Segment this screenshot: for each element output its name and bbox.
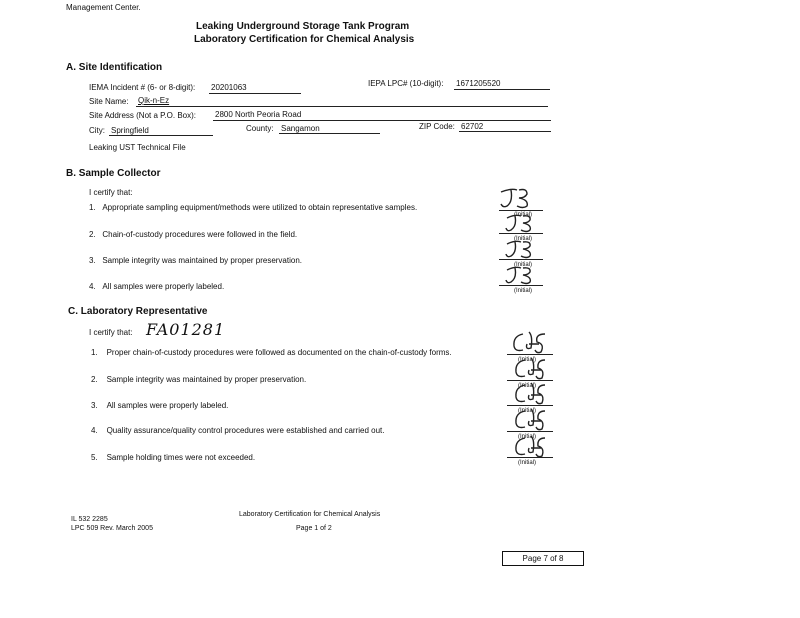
b-item-4: 4. All samples were properly labeled.	[89, 282, 225, 291]
incident-label: IEMA Incident # (6- or 8-digit):	[89, 83, 196, 92]
initial-label: (Initial)	[518, 434, 537, 440]
city-value: Springfield	[111, 126, 149, 135]
initial-label: (Initial)	[518, 460, 537, 466]
section-c-certify: I certify that:	[89, 328, 133, 337]
header-fragment: Management Center.	[66, 3, 141, 12]
zip-label: ZIP Code:	[419, 122, 455, 131]
section-c-heading: C. Laboratory Representative	[68, 306, 208, 317]
initial-signature-b2	[503, 212, 539, 234]
initial-signature-c1	[509, 330, 547, 356]
initial-signature-c2	[511, 356, 547, 382]
incident-value: 20201063	[211, 83, 247, 92]
address-label: Site Address (Not a P.O. Box):	[89, 111, 197, 120]
footer-center-2: Page 1 of 2	[296, 525, 332, 532]
site-name-label: Site Name:	[89, 97, 129, 106]
b-item-2: 2. Chain-of-custody procedures were followed in the field.	[89, 230, 298, 239]
initial-signature-b4	[503, 264, 539, 286]
address-value: 2800 North Peoria Road	[215, 110, 302, 119]
initial-signature-c3	[511, 381, 547, 407]
zip-value: 62702	[461, 122, 484, 131]
c-item-5: 5. Sample holding times were not exceeded.	[91, 453, 256, 462]
city-label: City:	[89, 126, 105, 135]
initial-label: (Initial)	[514, 236, 533, 242]
initial-label: (Initial)	[514, 288, 533, 294]
county-label: County:	[246, 124, 274, 133]
initial-label: (Initial)	[518, 383, 537, 389]
initial-label: (Initial)	[518, 357, 537, 363]
footer-center-1: Laboratory Certification for Chemical Analysis	[239, 511, 381, 518]
initial-signature-b3	[503, 238, 539, 260]
county-value: Sangamon	[281, 124, 320, 133]
section-b-certify: I certify that:	[89, 188, 133, 197]
lpc-label: IEPA LPC# (10-digit):	[368, 79, 444, 88]
b-item-1: 1. Appropriate sampling equipment/methods were utilized to obtain representative samples.	[89, 203, 418, 212]
title-line-2: Laboratory Certification for Chemical Analysis	[194, 34, 415, 45]
section-b-heading: B. Sample Collector	[66, 168, 161, 179]
handwritten-lab-id: FA01281	[146, 320, 226, 339]
initial-signature-b1	[497, 186, 537, 210]
c-item-1: 1. Proper chain-of-custody procedures were followed as documented on the chain-of-custody forms.	[91, 348, 452, 357]
file-note: Leaking UST Technical File	[89, 143, 186, 152]
site-name-value: Qik-n-Ez	[138, 96, 170, 105]
initial-label: (Initial)	[518, 408, 537, 414]
c-item-4: 4. Quality assurance/quality control procedures were established and carried out.	[91, 426, 385, 435]
b-item-3: 3. Sample integrity was maintained by proper preservation.	[89, 256, 302, 265]
initial-signature-c4	[511, 407, 547, 433]
lpc-value: 1671205520	[456, 79, 501, 88]
c-item-2: 2. Sample integrity was maintained by proper preservation.	[91, 375, 307, 384]
form-id-2: LPC 509 Rev. March 2005	[71, 525, 153, 532]
c-item-3: 3. All samples were properly labeled.	[91, 401, 229, 410]
section-a-heading: A. Site Identification	[66, 62, 163, 73]
form-id-1: IL 532 2285	[71, 516, 108, 523]
title-line-1: Leaking Underground Storage Tank Program	[196, 21, 410, 32]
initial-label: (Initial)	[514, 212, 533, 218]
initial-label: (Initial)	[514, 262, 533, 268]
page-number-box: Page 7 of 8	[502, 551, 584, 566]
